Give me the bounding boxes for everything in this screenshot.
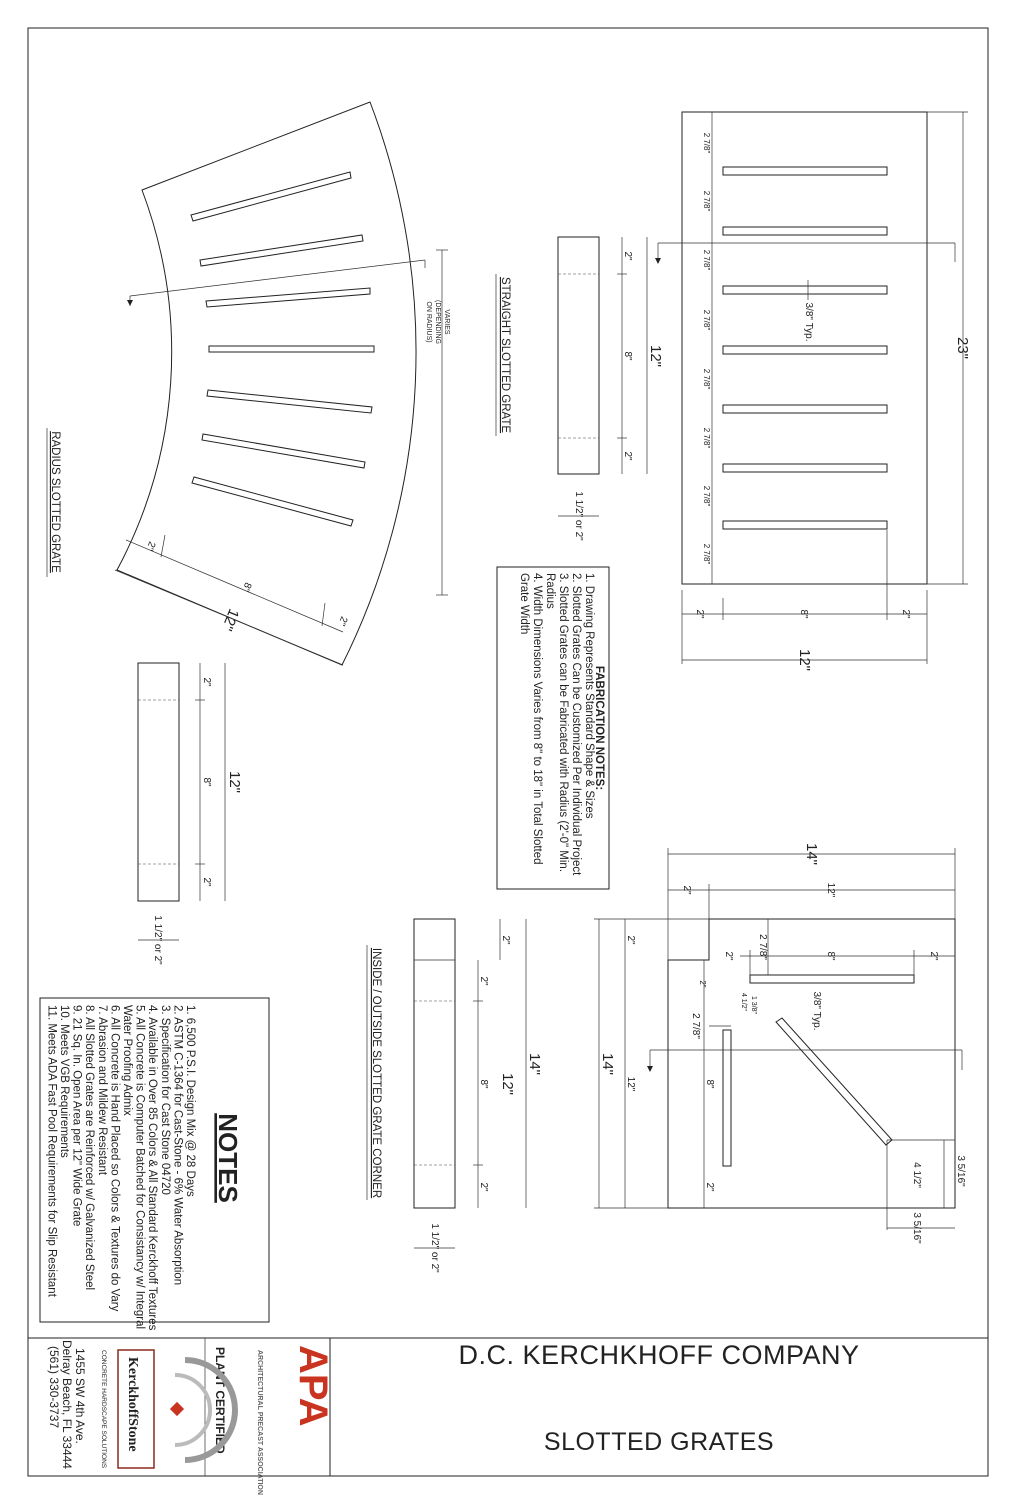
note-5b: Water Proofing Admix bbox=[121, 1005, 133, 1116]
fab-note-3b: Radius bbox=[544, 573, 556, 609]
note-3: 3. Specification for Cast Stone 04720 bbox=[158, 1005, 171, 1195]
straight-section-outline bbox=[558, 237, 599, 474]
corner-view-title: INSIDE / OUTSIDE SLOTTED GRATE CORNER bbox=[370, 947, 382, 1199]
svg-text:2 7/8": 2 7/8" bbox=[702, 309, 711, 331]
corner-section-thickness: 1 1/2" or 2" bbox=[429, 1223, 440, 1273]
svg-text:2": 2" bbox=[478, 976, 489, 986]
note-7: 7. Abrasion and Mildew Resistant bbox=[95, 1005, 108, 1176]
radius-slot bbox=[191, 172, 351, 221]
corner-slot-diagonal bbox=[776, 1018, 892, 1145]
straight-section-dim-8: 8" bbox=[622, 351, 633, 361]
address-line-2: Delray Beach, FL 33444 bbox=[60, 1340, 74, 1469]
company-title: D.C. KERCHKHOFF COMPANY bbox=[458, 1340, 860, 1370]
note-11: 11. Meets ADA Fast Pool Requirements for Slip Resistant bbox=[45, 1005, 58, 1297]
radius-section-thickness: 1 1/2" or 2" bbox=[152, 915, 163, 965]
radius-dim-12: 12" bbox=[218, 606, 243, 634]
general-notes bbox=[40, 998, 269, 1331]
radius-grate-slots bbox=[191, 172, 374, 526]
straight-width-dim-12: 12" bbox=[796, 648, 813, 672]
svg-text:2 7/8": 2 7/8" bbox=[702, 543, 711, 565]
svg-text:2 7/8": 2 7/8" bbox=[702, 249, 711, 271]
straight-length-dim: 23" bbox=[954, 336, 971, 360]
corner-section-dim-12: 12" bbox=[499, 1072, 516, 1096]
svg-text:2": 2" bbox=[704, 1182, 715, 1192]
corner-section-dim-14: 14" bbox=[526, 1052, 543, 1076]
straight-slot bbox=[723, 286, 887, 294]
corner-section-outline bbox=[414, 919, 455, 1208]
address-line-1: 1455 SW 4th Ave. bbox=[73, 1348, 87, 1444]
product-title: SLOTTED GRATES bbox=[543, 1428, 775, 1456]
straight-section-dim-2a: 2" bbox=[622, 251, 633, 261]
svg-text:4 1/2": 4 1/2" bbox=[740, 992, 747, 1012]
svg-text:8": 8" bbox=[825, 951, 836, 961]
corner-grate-section bbox=[367, 919, 543, 1273]
logo-name: KerckhoffStone bbox=[125, 1357, 140, 1452]
svg-text:3/8" Typ.: 3/8" Typ. bbox=[811, 991, 822, 1031]
slot-width-typ: 3/8" Typ. bbox=[803, 302, 814, 342]
radius-section-dim-8: 8" bbox=[201, 777, 212, 787]
kerckhoff-logo bbox=[47, 1340, 235, 1469]
svg-text:2": 2" bbox=[681, 885, 692, 895]
svg-text:2 7/8": 2 7/8" bbox=[702, 368, 711, 390]
fabrication-notes-heading: FABRICATION NOTES: bbox=[593, 665, 605, 791]
note-9: 9. 21 Sq. In. Open Area per 12" Wide Grate bbox=[70, 1005, 83, 1227]
svg-text:2": 2" bbox=[625, 935, 636, 945]
straight-slot bbox=[723, 167, 887, 175]
straight-grate-slots bbox=[723, 167, 887, 529]
svg-text:2 7/8": 2 7/8" bbox=[702, 485, 711, 507]
fab-note-1: 1. Drawing Represents Standard Shape & Sizes bbox=[583, 573, 595, 819]
svg-text:8": 8" bbox=[704, 1079, 715, 1089]
svg-text:1 3/8": 1 3/8" bbox=[750, 995, 757, 1015]
straight-view-title: STRAIGHT SLOTTED GRATE bbox=[499, 276, 511, 434]
radius-dim-8: 8" bbox=[239, 580, 254, 594]
varies-label-3: ON RADIUS) bbox=[425, 301, 432, 343]
apa-logo: APA bbox=[291, 1345, 335, 1427]
note-1: 1. 6,500 P.S.I. Design Mix @ 28 Days bbox=[184, 1005, 196, 1197]
radius-view-title: RADIUS SLOTTED GRATE bbox=[49, 431, 61, 573]
radius-dim-2-left: 2" bbox=[143, 539, 158, 553]
radius-section-dim-2b: 2" bbox=[201, 877, 212, 887]
radius-slot bbox=[209, 346, 374, 352]
varies-label-2: (DEPENDING bbox=[434, 300, 441, 344]
fabrication-notes bbox=[497, 567, 609, 889]
plant-certified-label: PLANT CERTIFIED bbox=[213, 1347, 227, 1454]
fab-note-4: 4. Width Dimensions Varies from 8" to 18" in Total Slotted bbox=[531, 573, 543, 865]
corner-height-dim-14: 14" bbox=[599, 1052, 616, 1076]
svg-text:4 1/2": 4 1/2" bbox=[911, 1162, 922, 1188]
straight-section-dim-12: 12" bbox=[647, 344, 664, 368]
note-2: 2. ASTM C-1364 for Cast-Stone - 6% Water Absorption bbox=[171, 1005, 184, 1286]
straight-slot bbox=[723, 521, 887, 529]
corner-slot-vertical bbox=[723, 1030, 731, 1166]
svg-text:2 7/8": 2 7/8" bbox=[702, 190, 711, 212]
radius-grate-view bbox=[47, 102, 450, 665]
straight-section-thickness: 1 1/2" or 2" bbox=[573, 491, 584, 541]
svg-text:2": 2" bbox=[500, 935, 511, 945]
note-5: 5. All Concrete is Computer Batched for Consistancy w/ Integral bbox=[133, 1005, 146, 1330]
corner-width-dim-14: 14" bbox=[803, 842, 820, 866]
radius-slot bbox=[207, 390, 372, 413]
straight-slot bbox=[723, 227, 887, 235]
phone-number: (561) 330-3737 bbox=[47, 1346, 61, 1429]
radius-slot bbox=[206, 288, 370, 307]
straight-slot bbox=[723, 405, 887, 413]
svg-text:8": 8" bbox=[478, 1079, 489, 1089]
fab-note-2: 2. Slotted Grates Can be Customized Per Individual Project bbox=[570, 573, 582, 876]
note-8: 8. All Slotted Grates are Reinforced w/ Galvanized Steel bbox=[83, 1005, 96, 1291]
note-10: 10. Meets VGB Requirements bbox=[58, 1005, 70, 1158]
straight-slot bbox=[723, 464, 887, 472]
svg-text:3 5/16": 3 5/16" bbox=[911, 1212, 922, 1244]
corner-grate-view bbox=[594, 843, 966, 1244]
straight-width-dim-8: 8" bbox=[798, 609, 809, 619]
svg-text:3 5/16": 3 5/16" bbox=[955, 1155, 966, 1187]
radius-section-dim-2a: 2" bbox=[201, 677, 212, 687]
logo-tagline: CONCRETE HARDSCAPE SOLUTIONS bbox=[100, 1350, 107, 1469]
straight-slot bbox=[723, 346, 887, 354]
svg-text:2 7/8": 2 7/8" bbox=[702, 132, 711, 154]
svg-text:2 7/8": 2 7/8" bbox=[690, 1013, 701, 1039]
note-6: 6. All Concrete is Hand Placed so Colors & Textures do Vary bbox=[108, 1005, 121, 1312]
svg-text:2": 2" bbox=[698, 980, 707, 988]
radius-grate-outline bbox=[117, 102, 416, 665]
varies-label: VARIES bbox=[443, 309, 450, 335]
radius-section-outline bbox=[138, 663, 179, 901]
svg-text:2": 2" bbox=[928, 951, 939, 961]
straight-width-dim-2a: 2" bbox=[694, 609, 705, 619]
radius-slot bbox=[200, 235, 363, 266]
fab-note-3: 3. Slotted Grates can be Fabricated with Radius (2'-0" Min. bbox=[557, 573, 569, 873]
straight-width-dim-2b: 2" bbox=[900, 609, 911, 619]
straight-grate-view bbox=[655, 112, 971, 671]
svg-text:12": 12" bbox=[825, 882, 836, 898]
fab-note-4b: Grate Width bbox=[518, 573, 530, 635]
radius-section-dim-12: 12" bbox=[226, 770, 243, 794]
radius-slot bbox=[202, 434, 365, 468]
radius-grate-section bbox=[138, 663, 243, 965]
radius-section-line bbox=[130, 260, 425, 296]
corner-slot-horizontal bbox=[750, 975, 914, 983]
radius-dim-2-right: 2" bbox=[335, 614, 350, 628]
svg-text:2 7/8": 2 7/8" bbox=[702, 427, 711, 449]
radius-slot bbox=[192, 477, 353, 526]
apa-subtitle: ARCHITECTURAL PRECAST ASSOCIATION bbox=[256, 1350, 263, 1495]
svg-text:2": 2" bbox=[723, 951, 734, 961]
svg-text:2 7/8": 2 7/8" bbox=[757, 934, 768, 960]
straight-grate-section bbox=[496, 237, 664, 541]
notes-heading: NOTES bbox=[213, 1113, 243, 1203]
straight-section-dim-2b: 2" bbox=[622, 451, 633, 461]
note-4: 4. Available in Over 85 Colors & All Standard Kerckhoff Textures bbox=[146, 1005, 159, 1331]
svg-text:2": 2" bbox=[478, 1182, 489, 1192]
svg-text:12": 12" bbox=[625, 1076, 636, 1092]
